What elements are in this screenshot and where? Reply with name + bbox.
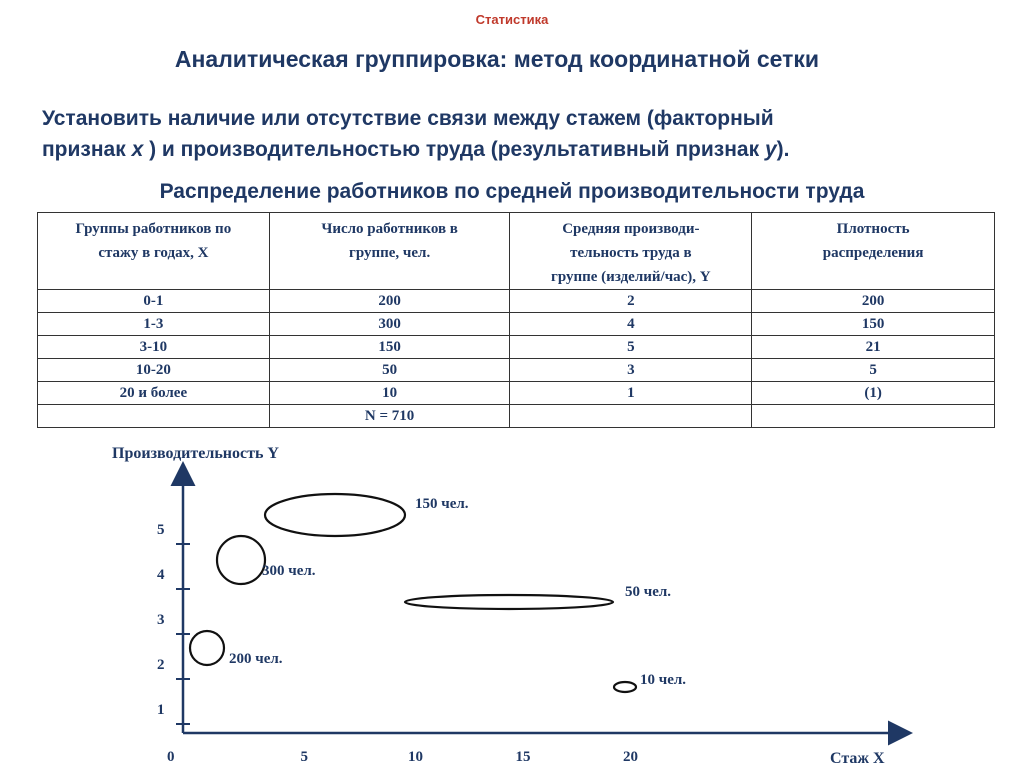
task-line-2: [42, 134, 1002, 165]
task-text-part: ).: [776, 138, 790, 161]
table-cell: [38, 405, 270, 428]
table-cell: 10: [269, 382, 510, 405]
x-axis-label: Стаж X: [830, 750, 885, 767]
x-tick-label: 0: [167, 749, 175, 765]
task-text: [42, 103, 1002, 165]
y-tick-label: 3: [157, 612, 165, 628]
table-header-row: [38, 213, 995, 290]
table-cell: 21: [752, 336, 995, 359]
distribution-table: [37, 212, 995, 428]
group-label: 150 чел.: [415, 496, 469, 512]
table-cell-total: N = 710: [269, 405, 510, 428]
coordinate-grid-chart: [0, 430, 1024, 767]
table-total-row: [38, 405, 995, 428]
y-tick-label: 2: [157, 657, 165, 673]
header-text: группе, чел.: [349, 245, 431, 261]
header-cell-productivity: [510, 213, 752, 290]
x-tick-label: 10: [408, 749, 423, 765]
header-cell-count: [269, 213, 510, 290]
group-ellipse: [190, 631, 224, 665]
table-row: [38, 382, 995, 405]
table-cell: 5: [752, 359, 995, 382]
group-label: 10 чел.: [640, 672, 687, 688]
group-ellipse: [405, 595, 613, 609]
table-cell: 50: [269, 359, 510, 382]
result-symbol: у: [764, 138, 777, 161]
table-cell: 0-1: [38, 290, 270, 313]
table-row: [38, 290, 995, 313]
y-tick-label: 5: [157, 522, 165, 538]
header-text: Число работников в: [321, 221, 458, 237]
table-cell: 20 и более: [38, 382, 270, 405]
x-tick-label: 15: [515, 749, 531, 765]
table-row: [38, 313, 995, 336]
table-cell: 3-10: [38, 336, 270, 359]
table-row: [38, 359, 995, 382]
header-text: стажу в годах, X: [98, 245, 209, 261]
group-ellipse: [614, 682, 636, 692]
x-tick-label: 5: [300, 749, 308, 765]
group-ellipse: [217, 536, 265, 584]
group-label: 300 чел.: [262, 563, 316, 579]
header-text: Средняя производи-: [562, 221, 700, 237]
table-cell: 1: [510, 382, 752, 405]
table-cell: 200: [269, 290, 510, 313]
task-text-part: признак: [42, 138, 132, 161]
table-cell: 200: [752, 290, 995, 313]
y-tick-label: 1: [157, 702, 165, 718]
header-cell-group: [38, 213, 270, 290]
group-ellipse: [265, 494, 405, 536]
section-label: Статистика: [475, 12, 549, 27]
header-text: Группы работников по: [75, 221, 232, 237]
table-cell: 1-3: [38, 313, 270, 336]
header-text: распределения: [822, 245, 924, 261]
y-tick-label: 4: [157, 567, 165, 583]
y-axis-label: Производительность Y: [112, 445, 279, 462]
table-title: Распределение работников по средней производительности труда: [159, 180, 865, 203]
task-text-part: ) и производительностью труда (результативный признак: [149, 138, 765, 161]
table-cell: 150: [269, 336, 510, 359]
group-label: 200 чел.: [229, 651, 283, 667]
task-line-1: Установить наличие или отсутствие связи между стажем (факторный: [42, 107, 774, 130]
table-cell: 4: [510, 313, 752, 336]
group-label: 50 чел.: [625, 584, 672, 600]
table-cell: 5: [510, 336, 752, 359]
header-text: тельность труда в: [570, 245, 692, 261]
table-cell: (1): [752, 382, 995, 405]
page-title: Аналитическая группировка: метод координатной сетки: [174, 46, 820, 72]
factor-symbol: х: [131, 138, 150, 161]
header-cell-density: [752, 213, 995, 290]
table-cell: 10-20: [38, 359, 270, 382]
table-cell: 300: [269, 313, 510, 336]
table-cell: [752, 405, 995, 428]
header-text: группе (изделий/час), Y: [551, 269, 711, 285]
x-tick-label: 20: [623, 749, 638, 765]
table-cell: 3: [510, 359, 752, 382]
table-row: [38, 336, 995, 359]
table-cell: 150: [752, 313, 995, 336]
header-text: Плотность: [836, 221, 910, 237]
table-cell: [510, 405, 752, 428]
table-cell: 2: [510, 290, 752, 313]
